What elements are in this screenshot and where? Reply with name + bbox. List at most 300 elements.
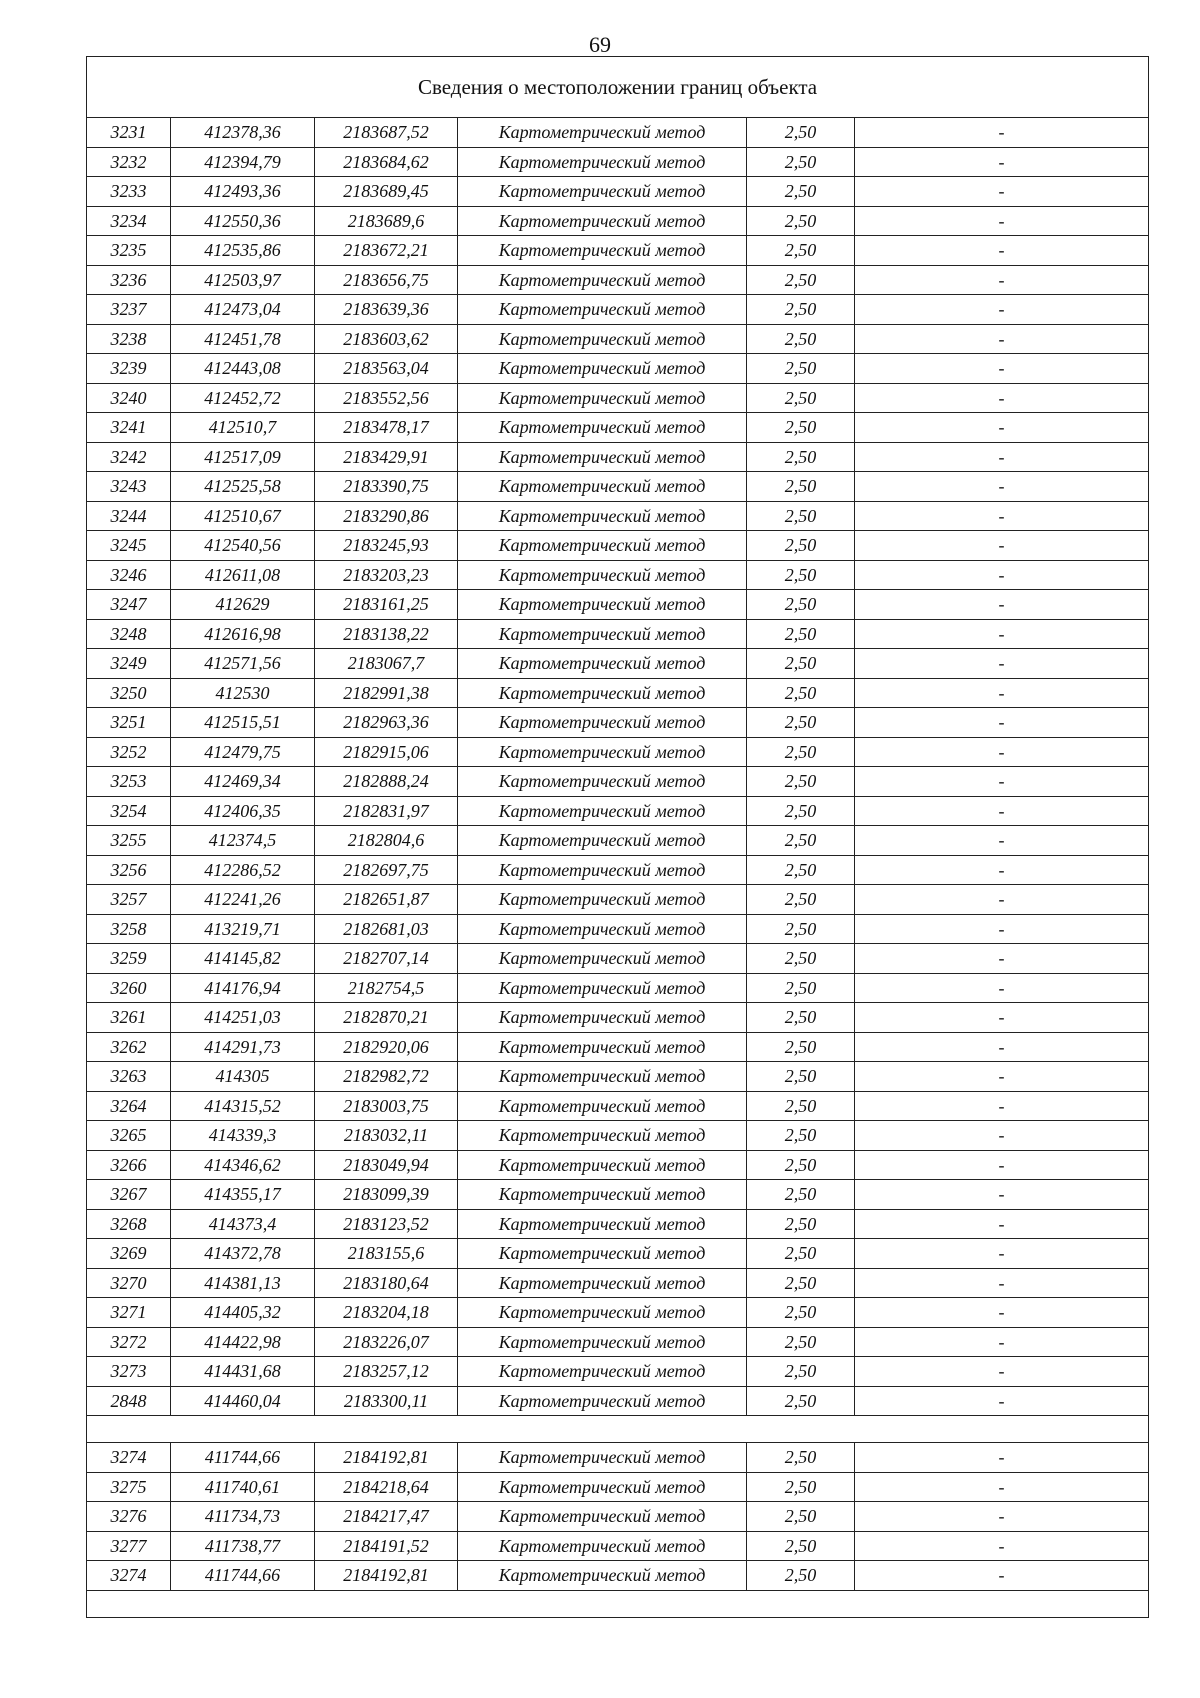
point-number-cell: 3239 (87, 354, 171, 384)
accuracy-cell: 2,50 (747, 295, 855, 325)
x-coordinate-cell: 412473,04 (171, 295, 315, 325)
table-row (87, 1327, 1149, 1357)
y-coordinate-cell: 2182982,72 (315, 1062, 458, 1092)
accuracy-cell: 2,50 (747, 708, 855, 738)
note-cell: - (855, 177, 1149, 207)
y-coordinate-cell: 2183257,12 (315, 1357, 458, 1387)
accuracy-cell: 2,50 (747, 1239, 855, 1269)
accuracy-cell: 2,50 (747, 1091, 855, 1121)
note-cell: - (855, 619, 1149, 649)
note-cell: - (855, 1502, 1149, 1532)
accuracy-cell: 2,50 (747, 501, 855, 531)
point-number-cell: 3248 (87, 619, 171, 649)
y-coordinate-cell: 2184191,52 (315, 1531, 458, 1561)
method-cell: Картометрический метод (458, 1502, 747, 1532)
point-number-cell: 3240 (87, 383, 171, 413)
method-cell: Картометрический метод (458, 413, 747, 443)
table-row (87, 885, 1149, 915)
accuracy-cell: 2,50 (747, 1561, 855, 1591)
note-cell: - (855, 442, 1149, 472)
x-coordinate-cell: 412550,36 (171, 206, 315, 236)
accuracy-cell: 2,50 (747, 678, 855, 708)
y-coordinate-cell: 2183290,86 (315, 501, 458, 531)
table-row (87, 826, 1149, 856)
table-row (87, 1386, 1149, 1416)
y-coordinate-cell: 2182681,03 (315, 914, 458, 944)
point-number-cell: 2848 (87, 1386, 171, 1416)
method-cell: Картометрический метод (458, 737, 747, 767)
table-row (87, 944, 1149, 974)
point-number-cell: 3277 (87, 1531, 171, 1561)
accuracy-cell: 2,50 (747, 1121, 855, 1151)
x-coordinate-cell: 411740,61 (171, 1472, 315, 1502)
note-cell: - (855, 1091, 1149, 1121)
separator-row (87, 1590, 1149, 1617)
point-number-cell: 3233 (87, 177, 171, 207)
point-number-cell: 3265 (87, 1121, 171, 1151)
y-coordinate-cell: 2183390,75 (315, 472, 458, 502)
point-number-cell: 3272 (87, 1327, 171, 1357)
table-row (87, 265, 1149, 295)
point-number-cell: 3254 (87, 796, 171, 826)
note-cell: - (855, 1239, 1149, 1269)
y-coordinate-cell: 2182697,75 (315, 855, 458, 885)
table-row (87, 560, 1149, 590)
point-number-cell: 3269 (87, 1239, 171, 1269)
note-cell: - (855, 737, 1149, 767)
accuracy-cell: 2,50 (747, 1386, 855, 1416)
x-coordinate-cell: 412451,78 (171, 324, 315, 354)
table-row (87, 1531, 1149, 1561)
point-number-cell: 3271 (87, 1298, 171, 1328)
x-coordinate-cell: 412452,72 (171, 383, 315, 413)
accuracy-cell: 2,50 (747, 236, 855, 266)
x-coordinate-cell: 412374,5 (171, 826, 315, 856)
table-row (87, 1091, 1149, 1121)
accuracy-cell: 2,50 (747, 265, 855, 295)
note-cell: - (855, 501, 1149, 531)
y-coordinate-cell: 2183656,75 (315, 265, 458, 295)
accuracy-cell: 2,50 (747, 1531, 855, 1561)
point-number-cell: 3256 (87, 855, 171, 885)
x-coordinate-cell: 413219,71 (171, 914, 315, 944)
note-cell: - (855, 206, 1149, 236)
note-cell: - (855, 649, 1149, 679)
x-coordinate-cell: 412286,52 (171, 855, 315, 885)
point-number-cell: 3236 (87, 265, 171, 295)
x-coordinate-cell: 412241,26 (171, 885, 315, 915)
accuracy-cell: 2,50 (747, 1357, 855, 1387)
method-cell: Картометрический метод (458, 1386, 747, 1416)
method-cell: Картометрический метод (458, 619, 747, 649)
accuracy-cell: 2,50 (747, 206, 855, 236)
method-cell: Картометрический метод (458, 1443, 747, 1473)
x-coordinate-cell: 412493,36 (171, 177, 315, 207)
note-cell: - (855, 1472, 1149, 1502)
y-coordinate-cell: 2183478,17 (315, 413, 458, 443)
y-coordinate-cell: 2183099,39 (315, 1180, 458, 1210)
y-coordinate-cell: 2183226,07 (315, 1327, 458, 1357)
table-row (87, 767, 1149, 797)
note-cell: - (855, 1268, 1149, 1298)
accuracy-cell: 2,50 (747, 147, 855, 177)
x-coordinate-cell: 414305 (171, 1062, 315, 1092)
note-cell: - (855, 1386, 1149, 1416)
table-row (87, 590, 1149, 620)
note-cell: - (855, 708, 1149, 738)
point-number-cell: 3275 (87, 1472, 171, 1502)
note-cell: - (855, 265, 1149, 295)
accuracy-cell: 2,50 (747, 413, 855, 443)
y-coordinate-cell: 2182920,06 (315, 1032, 458, 1062)
accuracy-cell: 2,50 (747, 1209, 855, 1239)
page-number: 69 (589, 32, 611, 57)
x-coordinate-cell: 412540,56 (171, 531, 315, 561)
x-coordinate-cell: 412443,08 (171, 354, 315, 384)
table-row (87, 354, 1149, 384)
method-cell: Картометрический метод (458, 885, 747, 915)
y-coordinate-cell: 2183300,11 (315, 1386, 458, 1416)
y-coordinate-cell: 2183429,91 (315, 442, 458, 472)
accuracy-cell: 2,50 (747, 826, 855, 856)
y-coordinate-cell: 2182754,5 (315, 973, 458, 1003)
method-cell: Картометрический метод (458, 649, 747, 679)
accuracy-cell: 2,50 (747, 442, 855, 472)
x-coordinate-cell: 414431,68 (171, 1357, 315, 1387)
separator-cell (87, 1416, 1149, 1443)
accuracy-cell: 2,50 (747, 1472, 855, 1502)
table-row (87, 383, 1149, 413)
point-number-cell: 3276 (87, 1502, 171, 1532)
accuracy-cell: 2,50 (747, 560, 855, 590)
method-cell: Картометрический метод (458, 560, 747, 590)
method-cell: Картометрический метод (458, 1091, 747, 1121)
table-row (87, 501, 1149, 531)
y-coordinate-cell: 2183687,52 (315, 118, 458, 148)
point-number-cell: 3261 (87, 1003, 171, 1033)
accuracy-cell: 2,50 (747, 914, 855, 944)
accuracy-cell: 2,50 (747, 590, 855, 620)
accuracy-cell: 2,50 (747, 354, 855, 384)
accuracy-cell: 2,50 (747, 118, 855, 148)
x-coordinate-cell: 414339,3 (171, 1121, 315, 1151)
note-cell: - (855, 147, 1149, 177)
accuracy-cell: 2,50 (747, 1298, 855, 1328)
table-row (87, 619, 1149, 649)
method-cell: Картометрический метод (458, 1298, 747, 1328)
table-row (87, 678, 1149, 708)
method-cell: Картометрический метод (458, 354, 747, 384)
note-cell: - (855, 1062, 1149, 1092)
table-row (87, 1003, 1149, 1033)
y-coordinate-cell: 2182963,36 (315, 708, 458, 738)
x-coordinate-cell: 411744,66 (171, 1561, 315, 1591)
x-coordinate-cell: 412469,34 (171, 767, 315, 797)
point-number-cell: 3249 (87, 649, 171, 679)
x-coordinate-cell: 412394,79 (171, 147, 315, 177)
y-coordinate-cell: 2182870,21 (315, 1003, 458, 1033)
x-coordinate-cell: 412510,7 (171, 413, 315, 443)
x-coordinate-cell: 412530 (171, 678, 315, 708)
point-number-cell: 3242 (87, 442, 171, 472)
note-cell: - (855, 295, 1149, 325)
x-coordinate-cell: 412515,51 (171, 708, 315, 738)
y-coordinate-cell: 2183123,52 (315, 1209, 458, 1239)
method-cell: Картометрический метод (458, 472, 747, 502)
table-row (87, 1209, 1149, 1239)
accuracy-cell: 2,50 (747, 973, 855, 1003)
method-cell: Картометрический метод (458, 678, 747, 708)
method-cell: Картометрический метод (458, 1180, 747, 1210)
method-cell: Картометрический метод (458, 177, 747, 207)
y-coordinate-cell: 2184218,64 (315, 1472, 458, 1502)
x-coordinate-cell: 412616,98 (171, 619, 315, 649)
method-cell: Картометрический метод (458, 1268, 747, 1298)
note-cell: - (855, 885, 1149, 915)
method-cell: Картометрический метод (458, 1357, 747, 1387)
method-cell: Картометрический метод (458, 1062, 747, 1092)
note-cell: - (855, 413, 1149, 443)
point-number-cell: 3268 (87, 1209, 171, 1239)
y-coordinate-cell: 2183049,94 (315, 1150, 458, 1180)
table-row (87, 796, 1149, 826)
table-row (87, 531, 1149, 561)
accuracy-cell: 2,50 (747, 619, 855, 649)
x-coordinate-cell: 412525,58 (171, 472, 315, 502)
note-cell: - (855, 1531, 1149, 1561)
point-number-cell: 3257 (87, 885, 171, 915)
table-row (87, 413, 1149, 443)
accuracy-cell: 2,50 (747, 767, 855, 797)
note-cell: - (855, 973, 1149, 1003)
method-cell: Картометрический метод (458, 708, 747, 738)
accuracy-cell: 2,50 (747, 1180, 855, 1210)
y-coordinate-cell: 2182991,38 (315, 678, 458, 708)
point-number-cell: 3262 (87, 1032, 171, 1062)
method-cell: Картометрический метод (458, 147, 747, 177)
method-cell: Картометрический метод (458, 826, 747, 856)
coordinates-table-body (87, 57, 1149, 1618)
accuracy-cell: 2,50 (747, 1268, 855, 1298)
table-row (87, 1443, 1149, 1473)
table-row (87, 1121, 1149, 1151)
method-cell: Картометрический метод (458, 1327, 747, 1357)
note-cell: - (855, 678, 1149, 708)
table-title: Сведения о местоположении границ объекта (87, 57, 1149, 118)
coordinates-table (86, 56, 1149, 1618)
point-number-cell: 3235 (87, 236, 171, 266)
method-cell: Картометрический метод (458, 914, 747, 944)
table-row (87, 472, 1149, 502)
point-number-cell: 3273 (87, 1357, 171, 1387)
y-coordinate-cell: 2183203,23 (315, 560, 458, 590)
table-row (87, 708, 1149, 738)
point-number-cell: 3274 (87, 1443, 171, 1473)
point-number-cell: 3246 (87, 560, 171, 590)
x-coordinate-cell: 412406,35 (171, 796, 315, 826)
table-row (87, 1472, 1149, 1502)
note-cell: - (855, 1298, 1149, 1328)
method-cell: Картометрический метод (458, 1531, 747, 1561)
table-row (87, 1357, 1149, 1387)
accuracy-cell: 2,50 (747, 324, 855, 354)
method-cell: Картометрический метод (458, 1150, 747, 1180)
accuracy-cell: 2,50 (747, 1062, 855, 1092)
note-cell: - (855, 1180, 1149, 1210)
table-row (87, 973, 1149, 1003)
y-coordinate-cell: 2183603,62 (315, 324, 458, 354)
point-number-cell: 3258 (87, 914, 171, 944)
method-cell: Картометрический метод (458, 1003, 747, 1033)
note-cell: - (855, 472, 1149, 502)
method-cell: Картометрический метод (458, 442, 747, 472)
note-cell: - (855, 324, 1149, 354)
y-coordinate-cell: 2182915,06 (315, 737, 458, 767)
accuracy-cell: 2,50 (747, 649, 855, 679)
accuracy-cell: 2,50 (747, 177, 855, 207)
x-coordinate-cell: 414381,13 (171, 1268, 315, 1298)
x-coordinate-cell: 412503,97 (171, 265, 315, 295)
x-coordinate-cell: 414346,62 (171, 1150, 315, 1180)
x-coordinate-cell: 414460,04 (171, 1386, 315, 1416)
point-number-cell: 3241 (87, 413, 171, 443)
note-cell: - (855, 118, 1149, 148)
note-cell: - (855, 767, 1149, 797)
table-row (87, 914, 1149, 944)
point-number-cell: 3244 (87, 501, 171, 531)
separator-cell (87, 1590, 1149, 1617)
table-row (87, 147, 1149, 177)
point-number-cell: 3253 (87, 767, 171, 797)
accuracy-cell: 2,50 (747, 383, 855, 413)
table-row (87, 177, 1149, 207)
y-coordinate-cell: 2182831,97 (315, 796, 458, 826)
y-coordinate-cell: 2183563,04 (315, 354, 458, 384)
accuracy-cell: 2,50 (747, 531, 855, 561)
table-row (87, 1180, 1149, 1210)
x-coordinate-cell: 412629 (171, 590, 315, 620)
point-number-cell: 3231 (87, 118, 171, 148)
y-coordinate-cell: 2183689,6 (315, 206, 458, 236)
accuracy-cell: 2,50 (747, 472, 855, 502)
table-row (87, 1032, 1149, 1062)
note-cell: - (855, 796, 1149, 826)
x-coordinate-cell: 412378,36 (171, 118, 315, 148)
table-title-row (87, 57, 1149, 118)
method-cell: Картометрический метод (458, 796, 747, 826)
note-cell: - (855, 590, 1149, 620)
point-number-cell: 3234 (87, 206, 171, 236)
table-row (87, 737, 1149, 767)
point-number-cell: 3264 (87, 1091, 171, 1121)
note-cell: - (855, 826, 1149, 856)
point-number-cell: 3243 (87, 472, 171, 502)
y-coordinate-cell: 2183639,36 (315, 295, 458, 325)
method-cell: Картометрический метод (458, 265, 747, 295)
y-coordinate-cell: 2183684,62 (315, 147, 458, 177)
point-number-cell: 3259 (87, 944, 171, 974)
x-coordinate-cell: 412479,75 (171, 737, 315, 767)
method-cell: Картометрический метод (458, 855, 747, 885)
accuracy-cell: 2,50 (747, 737, 855, 767)
method-cell: Картометрический метод (458, 767, 747, 797)
y-coordinate-cell: 2182707,14 (315, 944, 458, 974)
note-cell: - (855, 354, 1149, 384)
y-coordinate-cell: 2182888,24 (315, 767, 458, 797)
method-cell: Картометрический метод (458, 383, 747, 413)
method-cell: Картометрический метод (458, 206, 747, 236)
x-coordinate-cell: 411744,66 (171, 1443, 315, 1473)
table-row (87, 236, 1149, 266)
table-row (87, 118, 1149, 148)
accuracy-cell: 2,50 (747, 1032, 855, 1062)
method-cell: Картометрический метод (458, 1561, 747, 1591)
x-coordinate-cell: 414145,82 (171, 944, 315, 974)
note-cell: - (855, 855, 1149, 885)
accuracy-cell: 2,50 (747, 855, 855, 885)
point-number-cell: 3255 (87, 826, 171, 856)
y-coordinate-cell: 2184192,81 (315, 1443, 458, 1473)
y-coordinate-cell: 2183204,18 (315, 1298, 458, 1328)
x-coordinate-cell: 414251,03 (171, 1003, 315, 1033)
method-cell: Картометрический метод (458, 295, 747, 325)
method-cell: Картометрический метод (458, 501, 747, 531)
point-number-cell: 3266 (87, 1150, 171, 1180)
note-cell: - (855, 1032, 1149, 1062)
point-number-cell: 3237 (87, 295, 171, 325)
accuracy-cell: 2,50 (747, 1443, 855, 1473)
method-cell: Картометрический метод (458, 590, 747, 620)
accuracy-cell: 2,50 (747, 885, 855, 915)
x-coordinate-cell: 412517,09 (171, 442, 315, 472)
y-coordinate-cell: 2183161,25 (315, 590, 458, 620)
y-coordinate-cell: 2183245,93 (315, 531, 458, 561)
table-row (87, 1062, 1149, 1092)
note-cell: - (855, 1327, 1149, 1357)
table-row (87, 649, 1149, 679)
y-coordinate-cell: 2184192,81 (315, 1561, 458, 1591)
x-coordinate-cell: 412535,86 (171, 236, 315, 266)
method-cell: Картометрический метод (458, 324, 747, 354)
x-coordinate-cell: 414315,52 (171, 1091, 315, 1121)
point-number-cell: 3263 (87, 1062, 171, 1092)
x-coordinate-cell: 412611,08 (171, 560, 315, 590)
method-cell: Картометрический метод (458, 944, 747, 974)
point-number-cell: 3247 (87, 590, 171, 620)
x-coordinate-cell: 414372,78 (171, 1239, 315, 1269)
x-coordinate-cell: 412571,56 (171, 649, 315, 679)
y-coordinate-cell: 2183672,21 (315, 236, 458, 266)
x-coordinate-cell: 411734,73 (171, 1502, 315, 1532)
note-cell: - (855, 383, 1149, 413)
table-row (87, 1561, 1149, 1591)
table-row (87, 1150, 1149, 1180)
y-coordinate-cell: 2183032,11 (315, 1121, 458, 1151)
x-coordinate-cell: 414405,32 (171, 1298, 315, 1328)
y-coordinate-cell: 2182651,87 (315, 885, 458, 915)
point-number-cell: 3270 (87, 1268, 171, 1298)
y-coordinate-cell: 2183003,75 (315, 1091, 458, 1121)
method-cell: Картометрический метод (458, 236, 747, 266)
method-cell: Картометрический метод (458, 1472, 747, 1502)
note-cell: - (855, 1357, 1149, 1387)
point-number-cell: 3267 (87, 1180, 171, 1210)
note-cell: - (855, 236, 1149, 266)
x-coordinate-cell: 411738,77 (171, 1531, 315, 1561)
method-cell: Картометрический метод (458, 531, 747, 561)
note-cell: - (855, 914, 1149, 944)
method-cell: Картометрический метод (458, 1239, 747, 1269)
